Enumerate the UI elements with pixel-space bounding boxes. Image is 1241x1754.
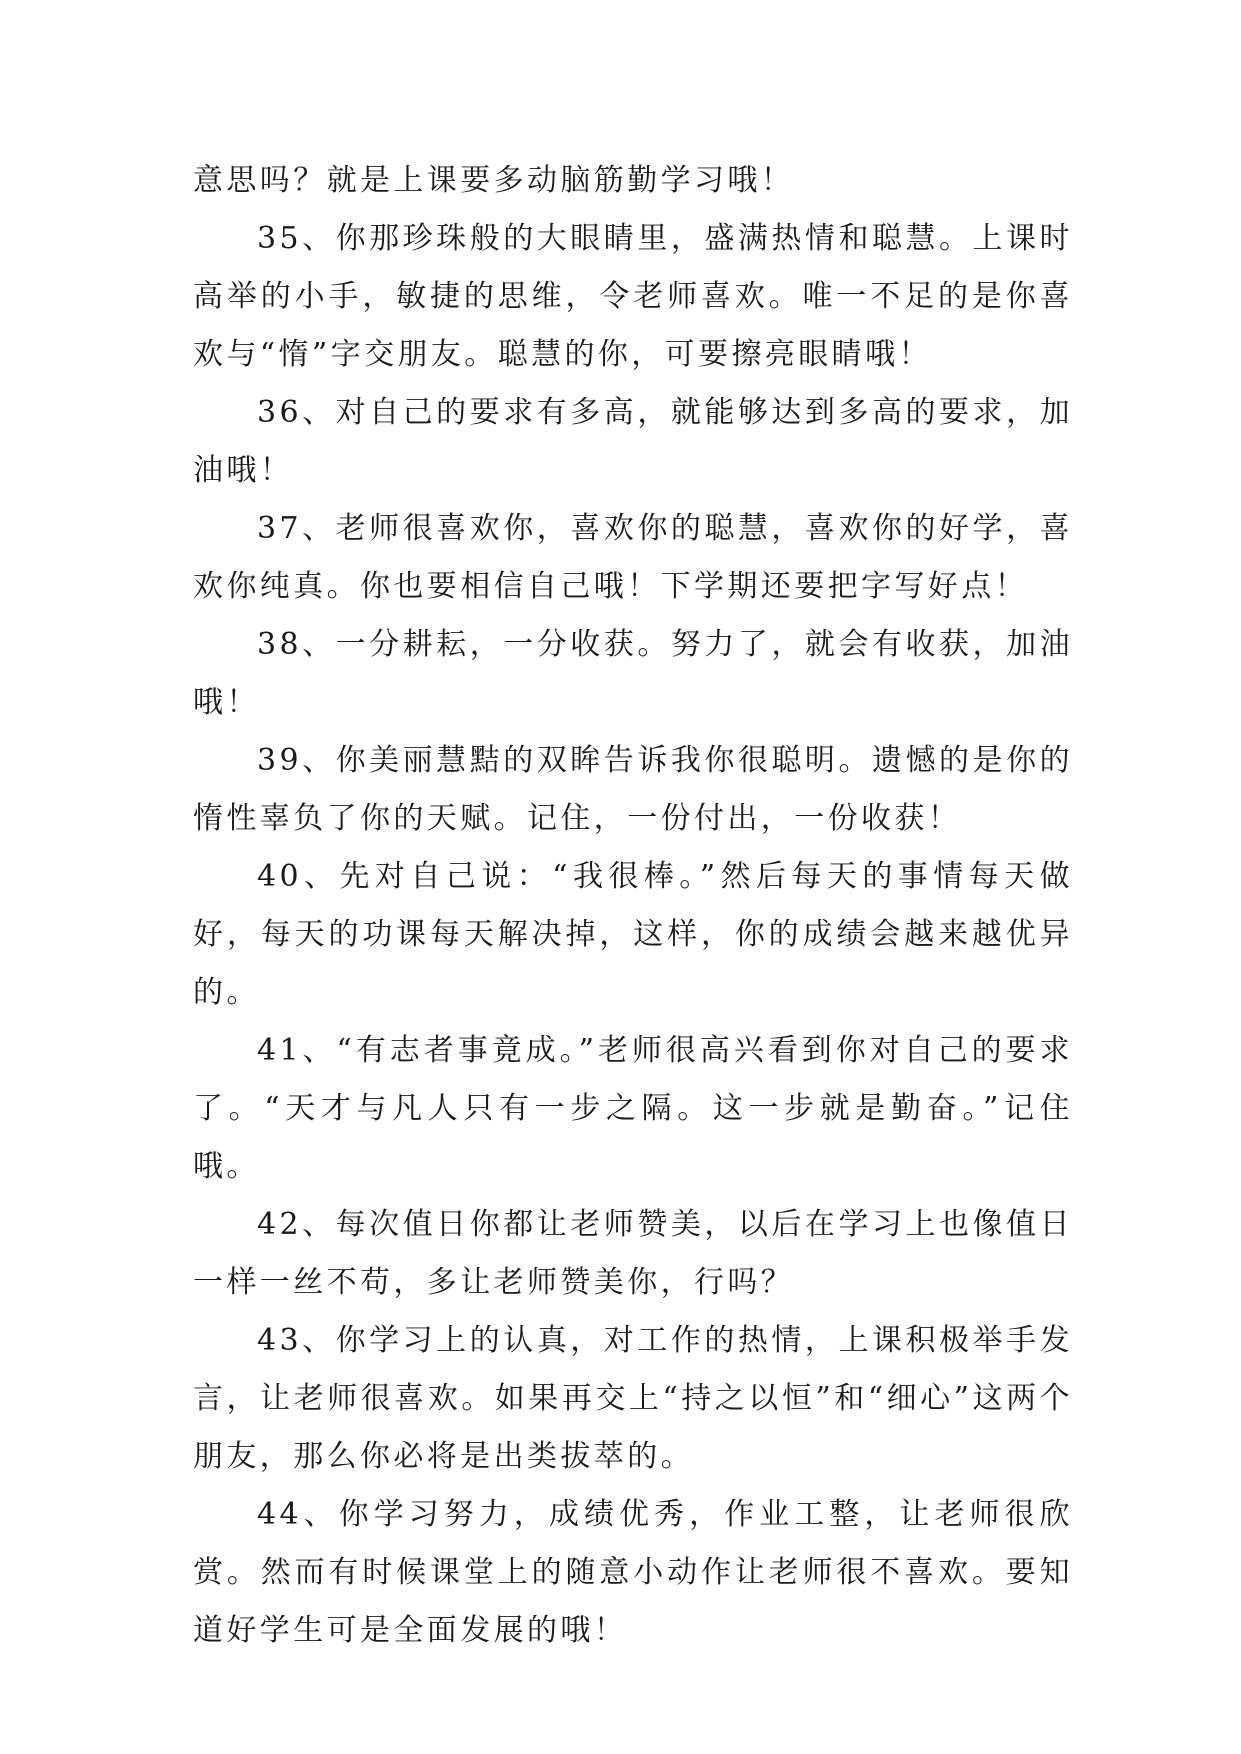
paragraph-35: 35、你那珍珠般的大眼睛里，盛满热情和聪慧。上课时高举的小手，敏捷的思维，令老师喜欢。唯一不足的是你喜欢与“惰”字交朋友。聪慧的你，可要擦亮眼睛哦！ bbox=[193, 221, 1073, 372]
paragraph-41: 41、“有志者事竟成。”老师很高兴看到你对自己的要求了。“天才与凡人只有一步之隔。这一步就是勤奋。”记住哦。 bbox=[193, 1033, 1073, 1184]
paragraph-40: 40、先对自己说：“我很棒。”然后每天的事情每天做好，每天的功课每天解决掉，这样，你的成绩会越来越优异的。 bbox=[193, 859, 1073, 1010]
paragraph-43: 43、你学习上的认真，对工作的热情，上课积极举手发言，让老师很喜欢。如果再交上“持之以恒”和“细心”这两个朋友，那么你必将是出类拔萃的。 bbox=[193, 1323, 1073, 1474]
paragraph-38: 38、一分耕耘，一分收获。努力了，就会有收获，加油哦！ bbox=[193, 627, 1073, 720]
document-body bbox=[193, 152, 1073, 1660]
paragraph-36: 36、对自己的要求有多高，就能够达到多高的要求，加油哦！ bbox=[193, 395, 1073, 488]
paragraph-39: 39、你美丽慧黠的双眸告诉我你很聪明。遗憾的是你的惰性辜负了你的天赋。记住，一份付出，一份收获！ bbox=[193, 743, 1073, 836]
paragraph-44: 44、你学习努力，成绩优秀，作业工整，让老师很欣赏。然而有时候课堂上的随意小动作让老师很不喜欢。要知道好学生可是全面发展的哦！ bbox=[193, 1497, 1073, 1648]
paragraph-42: 42、每次值日你都让老师赞美，以后在学习上也像值日一样一丝不苟，多让老师赞美你，行吗？ bbox=[193, 1207, 1073, 1300]
paragraph-continuation: 意思吗？就是上课要多动脑筋勤学习哦！ bbox=[193, 163, 795, 198]
paragraph-37: 37、老师很喜欢你，喜欢你的聪慧，喜欢你的好学，喜欢你纯真。你也要相信自己哦！下学期还要把字写好点！ bbox=[193, 511, 1073, 604]
